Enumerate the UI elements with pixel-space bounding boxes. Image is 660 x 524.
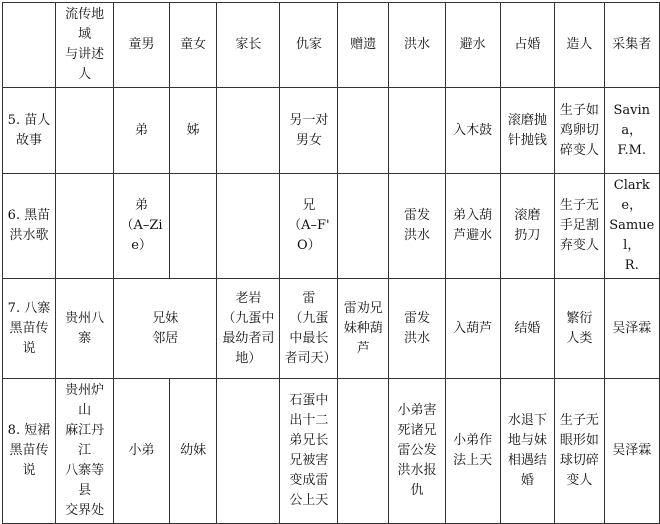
myth-comparison-table: [2, 2, 660, 524]
row-avoid: 入葫芦: [445, 279, 500, 379]
row-girl: 幼妹: [169, 379, 216, 524]
row-girl: 姊: [169, 88, 216, 174]
row-collector: 吴泽霖: [604, 279, 660, 379]
row-flood: [389, 88, 446, 174]
header-row: [3, 3, 660, 88]
table-row: [3, 379, 660, 524]
row-gift: [338, 88, 389, 174]
table-row: [3, 279, 660, 379]
header-cell: [3, 3, 56, 88]
row-title: 5. 苗人 故事: [3, 88, 56, 174]
row-enemy: 雷 （九蛋 中最长 者司天）: [280, 279, 338, 379]
row-title: 6. 黑苗 洪水歌: [3, 174, 56, 279]
row-divination: 水退下 地与妹 相遇结 婚: [500, 379, 555, 524]
row-avoid: 入木鼓: [445, 88, 500, 174]
row-region: 贵州八寨: [55, 279, 113, 379]
row-flood: 雷发 洪水: [389, 279, 446, 379]
row-create: 生子无 眼形如 球切碎 变人: [555, 379, 604, 524]
row-parent: [217, 88, 280, 174]
row-gift: 雷劝兄 妹种葫 芦: [338, 279, 389, 379]
row-region: [55, 174, 113, 279]
row-parent: 老岩 （九蛋中 最幼者司 地）: [217, 279, 280, 379]
row-parent: [217, 174, 280, 279]
row-title: 7. 八寨 黑苗传 说: [3, 279, 56, 379]
header-girl: 童女: [169, 3, 216, 88]
row-collector: Clarke， Samuel， R.: [604, 174, 660, 279]
table-row: [3, 174, 660, 279]
row-boy: 弟: [114, 88, 170, 174]
row-siblings: 兄妹 邻居: [114, 279, 217, 379]
row-flood: 雷发 洪水: [389, 174, 446, 279]
header-divination: 占婚: [500, 3, 555, 88]
row-avoid: 弟入葫 芦避水: [445, 174, 500, 279]
row-collector: 吴泽霖: [604, 379, 660, 524]
header-enemy: 仇家: [280, 3, 338, 88]
row-boy: 小弟: [114, 379, 170, 524]
row-girl: [169, 174, 216, 279]
header-parent: 家长: [217, 3, 280, 88]
row-title: 8. 短裙 黑苗传 说: [3, 379, 56, 524]
row-divination: 结婚: [500, 279, 555, 379]
row-create: 繁衍 人类: [555, 279, 604, 379]
row-parent: [217, 379, 280, 524]
row-flood: 小弟害 死诸兄 雷公发 洪水报 仇: [389, 379, 446, 524]
row-enemy: 另一对 男女: [280, 88, 338, 174]
header-collector: 采集者: [604, 3, 660, 88]
row-gift: [338, 379, 389, 524]
row-collector: Savina， F.M.: [604, 88, 660, 174]
row-region: 贵州炉山 麻江丹江 八寨等县 交界处: [55, 379, 113, 524]
row-boy: 弟 （A–Zie）: [114, 174, 170, 279]
row-create: 生子无 手足割 弃变人: [555, 174, 604, 279]
header-region: 流传地域 与讲述人: [55, 3, 113, 88]
header-flood: 洪水: [389, 3, 446, 88]
row-enemy: 石蛋中 出十二 弟兄长 兄被害 变成雷 公上天: [280, 379, 338, 524]
header-gift: 赠遗: [338, 3, 389, 88]
row-region: [55, 88, 113, 174]
header-boy: 童男: [114, 3, 170, 88]
table-row: [3, 88, 660, 174]
row-divination: 滚磨抛 针抛钱: [500, 88, 555, 174]
row-create: 生子如 鸡卵切 碎变人: [555, 88, 604, 174]
row-enemy: 兄 （A–F' O）: [280, 174, 338, 279]
header-create: 造人: [555, 3, 604, 88]
row-gift: [338, 174, 389, 279]
row-divination: 滚磨 扔刀: [500, 174, 555, 279]
row-avoid: 小弟作 法上天: [445, 379, 500, 524]
header-avoid: 避水: [445, 3, 500, 88]
